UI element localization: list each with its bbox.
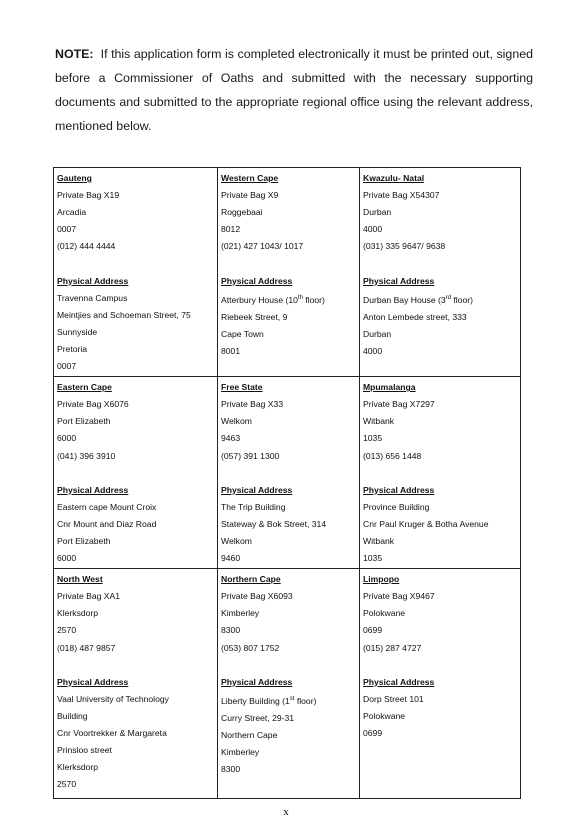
physical-line: 8300 <box>221 764 241 775</box>
regional-offices-table <box>53 167 521 799</box>
physical-line: Witbank <box>363 535 395 546</box>
postal-line: 8012 <box>221 224 241 235</box>
physical-line: Anton Lembede street, 333 <box>363 311 467 322</box>
region-heading: North West <box>57 574 103 585</box>
physical-line: Building <box>57 710 88 721</box>
region-heading: Kwazulu- Natal <box>363 173 425 183</box>
region-heading: Western Cape <box>221 173 279 183</box>
postal-line: Private Bag X19 <box>57 190 120 201</box>
office-cell-north-west <box>54 569 218 799</box>
note-text: If this application form is completed electronically it must be printed out, signed before a Commissioner of Oaths and submitted with the necessary supporting documents and submitted to the appropriate regional office using the relevant address, mentioned below. <box>55 47 533 133</box>
physical-line: Northern Cape <box>221 729 278 740</box>
physical-line: 9460 <box>221 553 241 564</box>
postal-line: Private Bag X54307 <box>363 190 440 201</box>
physical-address-heading: Physical Address <box>57 484 129 495</box>
physical-line: Prinsloo street <box>57 745 112 756</box>
postal-line: Roggebaai <box>221 207 263 218</box>
postal-line: Private Bag XA1 <box>57 591 121 602</box>
physical-line: 1035 <box>363 553 383 564</box>
region-heading: Eastern Cape <box>57 382 112 393</box>
postal-line: Arcadia <box>57 207 87 218</box>
physical-line: Cnr Paul Kruger & Botha Avenue <box>363 518 489 529</box>
physical-address-heading: Physical Address <box>221 484 293 495</box>
phone-line: (041) 396 3910 <box>57 450 116 461</box>
physical-line: Sunnyside <box>57 326 98 337</box>
postal-line: Private Bag X6093 <box>221 591 293 602</box>
physical-address-heading: Physical Address <box>57 676 129 687</box>
physical-line: Riebeek Street, 9 <box>221 311 288 322</box>
phone-line: (018) 487 9857 <box>57 642 116 653</box>
postal-line: 1035 <box>363 433 383 444</box>
physical-line: Eastern cape Mount Croix <box>57 501 157 512</box>
physical-line: 4000 <box>363 345 383 356</box>
office-cell-northern-cape <box>218 569 360 799</box>
physical-line: Province Building <box>363 501 430 512</box>
physical-line: Durban Bay House (3rd floor) <box>363 294 473 305</box>
physical-line: Durban <box>363 328 392 339</box>
table-row <box>54 168 521 377</box>
physical-address-heading: Physical Address <box>363 275 435 286</box>
table-row <box>54 377 521 569</box>
region-heading: Mpumalanga <box>363 382 416 393</box>
postal-line: Kimberley <box>221 608 260 619</box>
note-label: NOTE: <box>55 47 94 61</box>
postal-line: 6000 <box>57 433 77 444</box>
physical-line: Pretoria <box>57 343 88 354</box>
postal-line: 9463 <box>221 433 241 444</box>
office-cell-western-cape <box>218 168 360 377</box>
postal-line: 2570 <box>57 625 77 636</box>
postal-line: Private Bag X6076 <box>57 399 129 410</box>
region-heading: Gauteng <box>57 173 92 183</box>
phone-line: (012) 444 4444 <box>57 241 116 252</box>
office-cell-limpopo <box>360 569 521 799</box>
region-heading: Limpopo <box>363 574 400 585</box>
postal-line: Port Elizabeth <box>57 416 111 427</box>
postal-line: Welkom <box>221 416 252 427</box>
physical-line: Kimberley <box>221 746 260 757</box>
office-cell-gauteng <box>54 168 218 377</box>
physical-line: Meintjies and Schoeman Street, 75 <box>57 309 191 320</box>
postal-line: Durban <box>363 207 392 218</box>
postal-line: 4000 <box>363 224 383 235</box>
office-cell-kwazulu-natal <box>360 168 521 377</box>
physical-line: Stateway & Bok Street, 314 <box>221 518 327 529</box>
physical-line: 0007 <box>57 361 77 372</box>
phone-line: (015) 287 4727 <box>363 642 422 653</box>
phone-line: (013) 656 1448 <box>363 450 422 461</box>
physical-line: Travenna Campus <box>57 292 128 303</box>
phone-line: (031) 335 9647/ 9638 <box>363 241 446 252</box>
postal-line: Private Bag X7297 <box>363 399 435 410</box>
physical-address-heading: Physical Address <box>363 676 435 687</box>
physical-address-heading: Physical Address <box>363 484 435 495</box>
physical-line: 2570 <box>57 779 77 790</box>
physical-line: Curry Street, 29-31 <box>221 712 295 723</box>
postal-line: Private Bag X9 <box>221 190 279 201</box>
physical-address-heading: Physical Address <box>57 275 129 286</box>
region-heading: Free State <box>221 382 263 393</box>
physical-line: The Trip Building <box>221 501 286 512</box>
physical-line: Port Elizabeth <box>57 535 111 546</box>
phone-line: (053) 807 1752 <box>221 642 280 653</box>
physical-line: Dorp Street 101 <box>363 693 424 704</box>
table-row <box>54 569 521 799</box>
physical-line: Vaal University of Technology <box>57 693 169 704</box>
physical-line: 6000 <box>57 553 77 564</box>
physical-line: Welkom <box>221 535 252 546</box>
physical-line: Cnr Mount and Diaz Road <box>57 518 157 529</box>
office-cell-mpumalanga <box>360 377 521 569</box>
physical-line: Klerksdorp <box>57 762 99 773</box>
physical-line: Cnr Voortrekker & Margareta <box>57 728 167 738</box>
postal-line: Private Bag X33 <box>221 399 284 410</box>
postal-line: Polokwane <box>363 608 406 619</box>
physical-line: Cape Town <box>221 328 264 339</box>
phone-line: (021) 427 1043/ 1017 <box>221 241 304 252</box>
physical-line: Liberty Building (1st floor) <box>221 695 317 706</box>
physical-line: Polokwane <box>363 710 406 721</box>
office-cell-eastern-cape <box>54 377 218 569</box>
page-number: x <box>283 806 289 818</box>
physical-line: 0699 <box>363 728 383 738</box>
postal-line: Witbank <box>363 416 395 427</box>
office-cell-free-state <box>218 377 360 569</box>
region-heading: Northern Cape <box>221 574 281 585</box>
postal-line: 0699 <box>363 625 383 636</box>
physical-line: Atterbury House (10th floor) <box>221 294 325 305</box>
postal-line: 0007 <box>57 224 77 235</box>
note-paragraph <box>55 42 533 138</box>
postal-line: 8300 <box>221 625 241 636</box>
phone-line: (057) 391 1300 <box>221 450 280 461</box>
physical-address-heading: Physical Address <box>221 676 293 687</box>
postal-line: Private Bag X9467 <box>363 591 435 602</box>
postal-line: Klerksdorp <box>57 608 99 619</box>
physical-address-heading: Physical Address <box>221 275 293 286</box>
physical-line: 8001 <box>221 345 241 356</box>
